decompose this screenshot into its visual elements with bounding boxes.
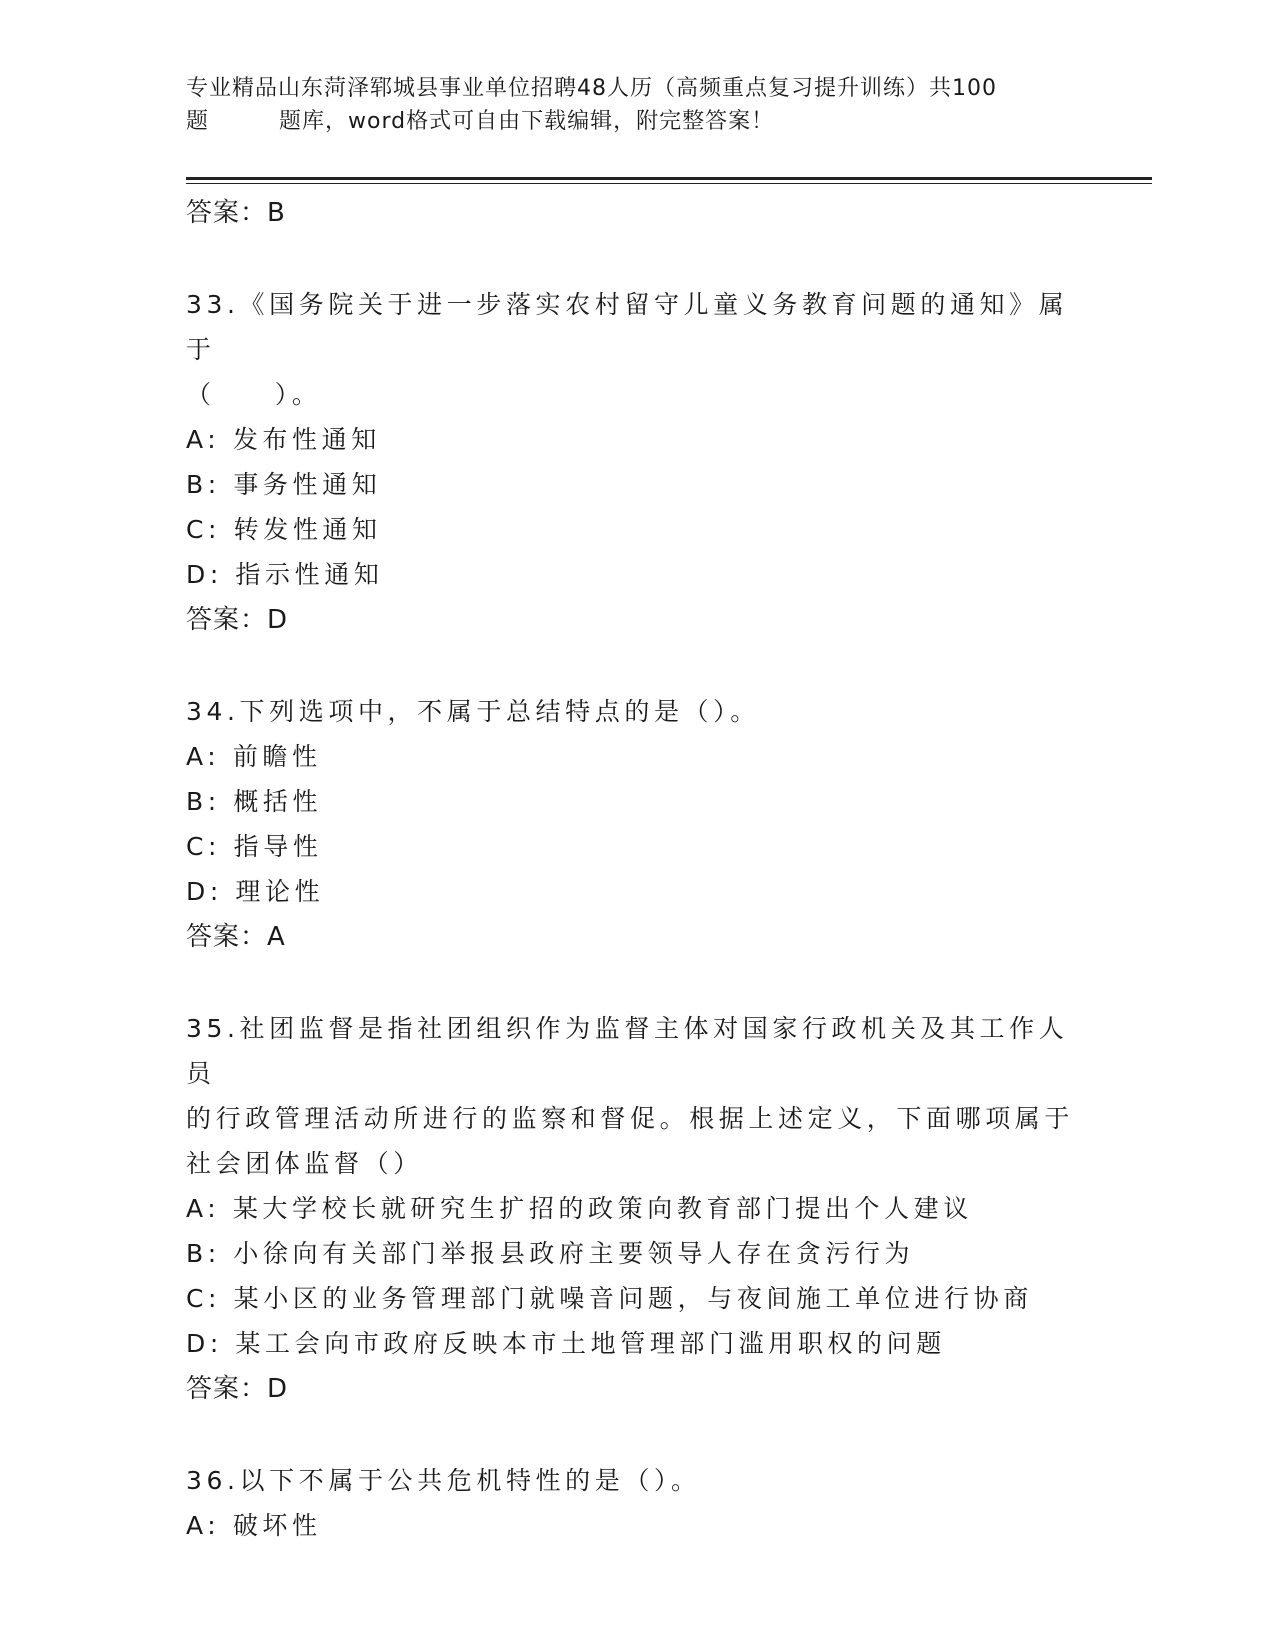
page-header — [186, 72, 1066, 138]
option-b: B: 概括性 — [186, 787, 323, 816]
question-text: 33.《国务院关于进一步落实农村留守儿童义务教育问题的通知》属于 — [186, 290, 1069, 364]
question-33 — [186, 282, 1086, 643]
header-rule-thick — [186, 177, 1152, 180]
option-b: B: 事务性通知 — [186, 470, 382, 499]
option-c: C: 某小区的业务管理部门就噪音问题，与夜间施工单位进行协商 — [186, 1284, 1033, 1313]
question-text: 35.社团监督是指社团组织作为监督主体对国家行政机关及其工作人员 — [186, 1014, 1069, 1088]
question-text-cont: （ ）。 — [186, 380, 322, 409]
previous-answer: 答案：B — [186, 198, 286, 228]
option-a: A: 发布性通知 — [186, 425, 381, 454]
option-a: A: 破坏性 — [186, 1511, 322, 1540]
question-34 — [186, 689, 1086, 960]
answer: 答案：D — [186, 605, 289, 635]
option-a: A: 某大学校长就研究生扩招的政策向教育部门提出个人建议 — [186, 1194, 973, 1223]
answer: 答案：A — [186, 922, 286, 952]
option-d: D: 某工会向市政府反映本市土地管理部门滥用职权的问题 — [186, 1329, 946, 1358]
option-c: C: 转发性通知 — [186, 515, 382, 544]
question-list — [186, 190, 1086, 1548]
header-title-line2-left: 题 — [186, 109, 210, 134]
header-title-line2-right: 题库，word格式可自由下载编辑，附完整答案！ — [279, 109, 775, 134]
option-d: D: 指示性通知 — [186, 560, 384, 589]
header-rule-thin — [186, 183, 1152, 184]
option-c: C: 指导性 — [186, 832, 323, 861]
answer: 答案：D — [186, 1374, 289, 1404]
question-text-cont: 的行政管理活动所进行的监察和督促。根据上述定义，下面哪项属于 — [186, 1104, 1075, 1133]
header-title-line2 — [186, 105, 1066, 138]
question-text: 34.下列选项中，不属于总结特点的是（）。 — [186, 697, 760, 726]
option-a: A: 前瞻性 — [186, 742, 322, 771]
header-title-line1: 专业精品山东菏泽郓城县事业单位招聘48人历（高频重点复习提升训练）共100 — [186, 76, 997, 101]
question-text: 36.以下不属于公共危机特性的是（）。 — [186, 1466, 701, 1495]
option-b: B: 小徐向有关部门举报县政府主要领导人存在贪污行为 — [186, 1239, 915, 1268]
question-36 — [186, 1458, 1086, 1548]
question-text-cont: 社会团体监督（） — [186, 1149, 423, 1178]
question-35 — [186, 1006, 1086, 1412]
option-d: D: 理论性 — [186, 877, 325, 906]
